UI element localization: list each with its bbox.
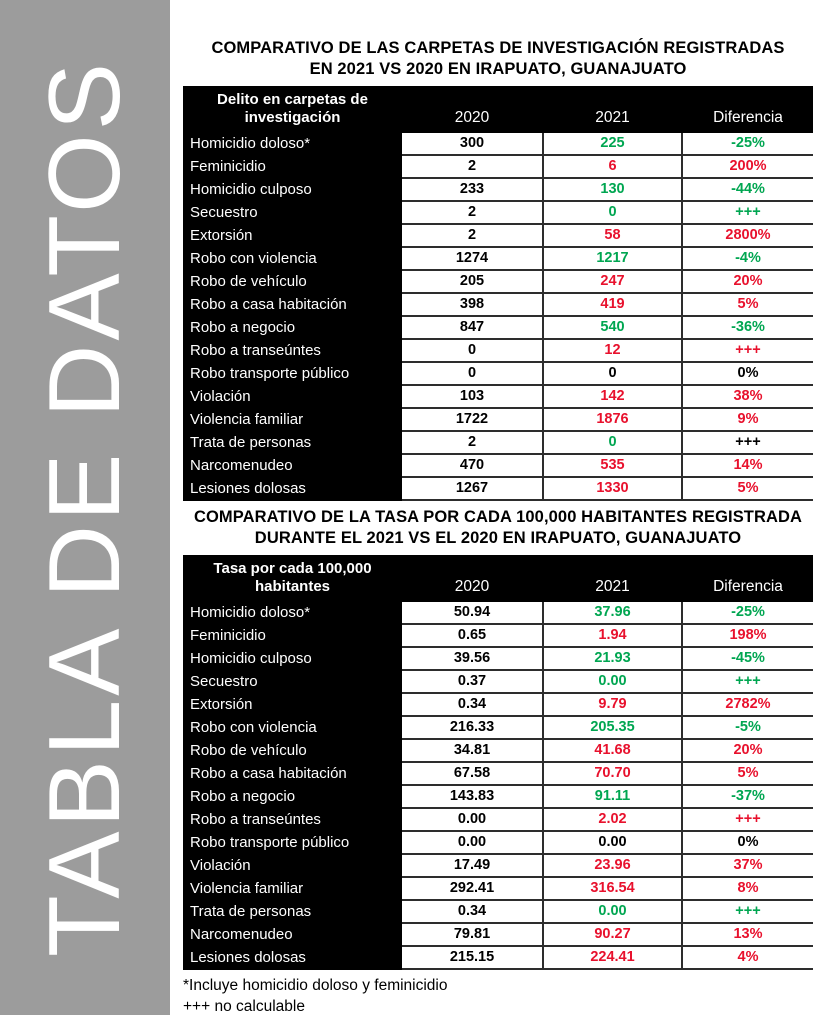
- difference-cell: 5%: [682, 477, 813, 500]
- footnote-plus: +++ no calculable: [183, 998, 305, 1016]
- tasa-header-row: [184, 556, 813, 601]
- table-row: [184, 477, 813, 500]
- value-2021-cell: 23.96: [543, 854, 682, 877]
- header-tasa-line-2: habitantes: [254, 578, 330, 596]
- value-2020-cell: 205: [401, 270, 543, 293]
- crime-label-cell: Homicidio culposo: [184, 178, 401, 201]
- value-2021-cell: 58: [543, 224, 682, 247]
- crime-label-cell: Extorsión: [184, 224, 401, 247]
- value-2021-cell: 142: [543, 385, 682, 408]
- difference-cell: 0%: [682, 362, 813, 385]
- difference-cell: -4%: [682, 247, 813, 270]
- crime-label-cell: Extorsión: [184, 693, 401, 716]
- value-2021-cell: 540: [543, 316, 682, 339]
- crime-label-cell: Robo transporte público: [184, 831, 401, 854]
- table-row: [184, 739, 813, 762]
- table-row: [184, 923, 813, 946]
- value-2021-cell: 0: [543, 362, 682, 385]
- table-row: [184, 293, 813, 316]
- table-row: [184, 877, 813, 900]
- crime-label-cell: Homicidio doloso*: [184, 601, 401, 624]
- carpetas-header-row: [184, 87, 813, 132]
- difference-cell: +++: [682, 339, 813, 362]
- vertical-title: TABLA DE DATOS: [28, 58, 141, 957]
- value-2020-cell: 398: [401, 293, 543, 316]
- difference-cell: 20%: [682, 270, 813, 293]
- title-line-2: DURANTE EL 2021 VS EL 2020 EN IRAPUATO, GUANAJUATO: [254, 529, 742, 548]
- table-row: [184, 624, 813, 647]
- difference-cell: 13%: [682, 923, 813, 946]
- value-2020-cell: 2: [401, 431, 543, 454]
- value-2021-cell: 247: [543, 270, 682, 293]
- table-row: [184, 946, 813, 969]
- value-2020-cell: 67.58: [401, 762, 543, 785]
- crime-label-cell: Lesiones dolosas: [184, 477, 401, 500]
- value-2020-cell: 233: [401, 178, 543, 201]
- table-row: [184, 831, 813, 854]
- value-2021-cell: 41.68: [543, 739, 682, 762]
- difference-cell: 38%: [682, 385, 813, 408]
- carpetas-section: [183, 38, 813, 501]
- table-row: [184, 808, 813, 831]
- crime-label-cell: Homicidio culposo: [184, 647, 401, 670]
- value-2020-cell: 50.94: [401, 601, 543, 624]
- value-2020-cell: 103: [401, 385, 543, 408]
- value-2021-cell: 6: [543, 155, 682, 178]
- crime-label-cell: Feminicidio: [184, 624, 401, 647]
- value-2020-cell: 34.81: [401, 739, 543, 762]
- table-row: [184, 762, 813, 785]
- crime-label-cell: Narcomenudeo: [184, 923, 401, 946]
- header-2020: 2020: [401, 87, 543, 132]
- tasa-table-title: [183, 507, 813, 550]
- table-row: [184, 155, 813, 178]
- crime-label-cell: Robo transporte público: [184, 362, 401, 385]
- difference-cell: 198%: [682, 624, 813, 647]
- carpetas-table: [183, 86, 813, 501]
- value-2020-cell: 470: [401, 454, 543, 477]
- crime-label-cell: Narcomenudeo: [184, 454, 401, 477]
- table-row: [184, 716, 813, 739]
- carpetas-table-title: [183, 38, 813, 81]
- value-2020-cell: 17.49: [401, 854, 543, 877]
- value-2020-cell: 0: [401, 339, 543, 362]
- difference-cell: 0%: [682, 831, 813, 854]
- crime-label-cell: Robo a negocio: [184, 785, 401, 808]
- value-2020-cell: 1722: [401, 408, 543, 431]
- difference-cell: +++: [682, 201, 813, 224]
- table-row: [184, 385, 813, 408]
- value-2021-cell: 91.11: [543, 785, 682, 808]
- value-2021-cell: 0.00: [543, 670, 682, 693]
- difference-cell: -45%: [682, 647, 813, 670]
- value-2020-cell: 0.00: [401, 831, 543, 854]
- value-2020-cell: 0.34: [401, 900, 543, 923]
- difference-cell: -44%: [682, 178, 813, 201]
- title-line-1: COMPARATIVO DE LA TASA POR CADA 100,000 HABITANTES REGISTRADA: [193, 507, 803, 526]
- value-2021-cell: 1217: [543, 247, 682, 270]
- value-2020-cell: 300: [401, 132, 543, 155]
- difference-cell: 200%: [682, 155, 813, 178]
- value-2021-cell: 90.27: [543, 923, 682, 946]
- crime-label-cell: Violencia familiar: [184, 877, 401, 900]
- table-row: [184, 693, 813, 716]
- value-2021-cell: 316.54: [543, 877, 682, 900]
- difference-cell: 2800%: [682, 224, 813, 247]
- header-delito: [184, 87, 401, 132]
- value-2021-cell: 224.41: [543, 946, 682, 969]
- value-2021-cell: 1876: [543, 408, 682, 431]
- difference-cell: -5%: [682, 716, 813, 739]
- table-row: [184, 247, 813, 270]
- table-row: [184, 670, 813, 693]
- value-2021-cell: 205.35: [543, 716, 682, 739]
- crime-label-cell: Homicidio doloso*: [184, 132, 401, 155]
- value-2020-cell: 2: [401, 224, 543, 247]
- difference-cell: 4%: [682, 946, 813, 969]
- header-diferencia: Diferencia: [682, 556, 813, 601]
- difference-cell: +++: [682, 670, 813, 693]
- value-2021-cell: 0: [543, 431, 682, 454]
- difference-cell: 20%: [682, 739, 813, 762]
- table-row: [184, 854, 813, 877]
- table-row: [184, 270, 813, 293]
- crime-label-cell: Trata de personas: [184, 431, 401, 454]
- value-2020-cell: 39.56: [401, 647, 543, 670]
- header-diferencia: Diferencia: [682, 87, 813, 132]
- value-2021-cell: 12: [543, 339, 682, 362]
- crime-label-cell: Violación: [184, 854, 401, 877]
- table-row: [184, 454, 813, 477]
- footnotes: [183, 975, 813, 1018]
- table-row: [184, 224, 813, 247]
- value-2020-cell: 847: [401, 316, 543, 339]
- crime-label-cell: Secuestro: [184, 201, 401, 224]
- crime-label-cell: Robo a casa habitación: [184, 762, 401, 785]
- header-delito-line-2: investigación: [244, 109, 341, 127]
- header-2020: 2020: [401, 556, 543, 601]
- value-2021-cell: 0.00: [543, 900, 682, 923]
- table-row: [184, 201, 813, 224]
- table-row: [184, 647, 813, 670]
- table-row: [184, 339, 813, 362]
- difference-cell: 37%: [682, 854, 813, 877]
- difference-cell: -37%: [682, 785, 813, 808]
- table-row: [184, 408, 813, 431]
- value-2021-cell: 21.93: [543, 647, 682, 670]
- crime-label-cell: Robo de vehículo: [184, 270, 401, 293]
- value-2021-cell: 9.79: [543, 693, 682, 716]
- crime-label-cell: Robo a transeúntes: [184, 339, 401, 362]
- difference-cell: 2782%: [682, 693, 813, 716]
- value-2021-cell: 1330: [543, 477, 682, 500]
- difference-cell: -25%: [682, 132, 813, 155]
- value-2021-cell: 419: [543, 293, 682, 316]
- crime-label-cell: Lesiones dolosas: [184, 946, 401, 969]
- table-row: [184, 900, 813, 923]
- crime-label-cell: Robo a negocio: [184, 316, 401, 339]
- table-row: [184, 178, 813, 201]
- crime-label-cell: Robo de vehículo: [184, 739, 401, 762]
- table-row: [184, 431, 813, 454]
- crime-label-cell: Robo con violencia: [184, 247, 401, 270]
- header-delito-line-1: Delito en carpetas de: [217, 90, 368, 108]
- value-2020-cell: 0.00: [401, 808, 543, 831]
- crime-label-cell: Robo con violencia: [184, 716, 401, 739]
- header-2021: 2021: [543, 556, 682, 601]
- crime-label-cell: Trata de personas: [184, 900, 401, 923]
- header-tasa-line-1: Tasa por cada 100,000: [213, 559, 372, 577]
- header-2021: 2021: [543, 87, 682, 132]
- table-row: [184, 785, 813, 808]
- table-row: [184, 316, 813, 339]
- value-2021-cell: 1.94: [543, 624, 682, 647]
- value-2020-cell: 2: [401, 155, 543, 178]
- value-2021-cell: 2.02: [543, 808, 682, 831]
- value-2021-cell: 0: [543, 201, 682, 224]
- crime-label-cell: Feminicidio: [184, 155, 401, 178]
- value-2021-cell: 0.00: [543, 831, 682, 854]
- value-2020-cell: 0: [401, 362, 543, 385]
- difference-cell: 14%: [682, 454, 813, 477]
- gray-banner: [0, 0, 170, 1015]
- value-2020-cell: 2: [401, 201, 543, 224]
- value-2021-cell: 70.70: [543, 762, 682, 785]
- header-tasa: [184, 556, 401, 601]
- tasa-table: [183, 555, 813, 970]
- crime-label-cell: Violación: [184, 385, 401, 408]
- value-2020-cell: 215.15: [401, 946, 543, 969]
- value-2020-cell: 0.37: [401, 670, 543, 693]
- crime-label-cell: Secuestro: [184, 670, 401, 693]
- difference-cell: +++: [682, 431, 813, 454]
- value-2020-cell: 1274: [401, 247, 543, 270]
- content-area: [183, 38, 813, 1018]
- value-2021-cell: 37.96: [543, 601, 682, 624]
- value-2020-cell: 216.33: [401, 716, 543, 739]
- difference-cell: -36%: [682, 316, 813, 339]
- value-2020-cell: 143.83: [401, 785, 543, 808]
- footnote-asterisk: *Incluye homicidio doloso y feminicidio: [183, 976, 448, 994]
- value-2021-cell: 130: [543, 178, 682, 201]
- value-2021-cell: 225: [543, 132, 682, 155]
- title-line-2: EN 2021 VS 2020 EN IRAPUATO, GUANAJUATO: [309, 60, 687, 79]
- difference-cell: 8%: [682, 877, 813, 900]
- table-row: [184, 362, 813, 385]
- crime-label-cell: Violencia familiar: [184, 408, 401, 431]
- difference-cell: +++: [682, 808, 813, 831]
- difference-cell: +++: [682, 900, 813, 923]
- value-2020-cell: 292.41: [401, 877, 543, 900]
- difference-cell: 9%: [682, 408, 813, 431]
- difference-cell: -25%: [682, 601, 813, 624]
- value-2020-cell: 0.65: [401, 624, 543, 647]
- value-2021-cell: 535: [543, 454, 682, 477]
- value-2020-cell: 1267: [401, 477, 543, 500]
- title-line-1: COMPARATIVO DE LAS CARPETAS DE INVESTIGACIÓN REGISTRADAS: [211, 39, 785, 57]
- crime-label-cell: Robo a casa habitación: [184, 293, 401, 316]
- value-2020-cell: 79.81: [401, 923, 543, 946]
- value-2020-cell: 0.34: [401, 693, 543, 716]
- difference-cell: 5%: [682, 762, 813, 785]
- table-row: [184, 601, 813, 624]
- crime-label-cell: Robo a transeúntes: [184, 808, 401, 831]
- tasa-section: [183, 507, 813, 970]
- difference-cell: 5%: [682, 293, 813, 316]
- table-row: [184, 132, 813, 155]
